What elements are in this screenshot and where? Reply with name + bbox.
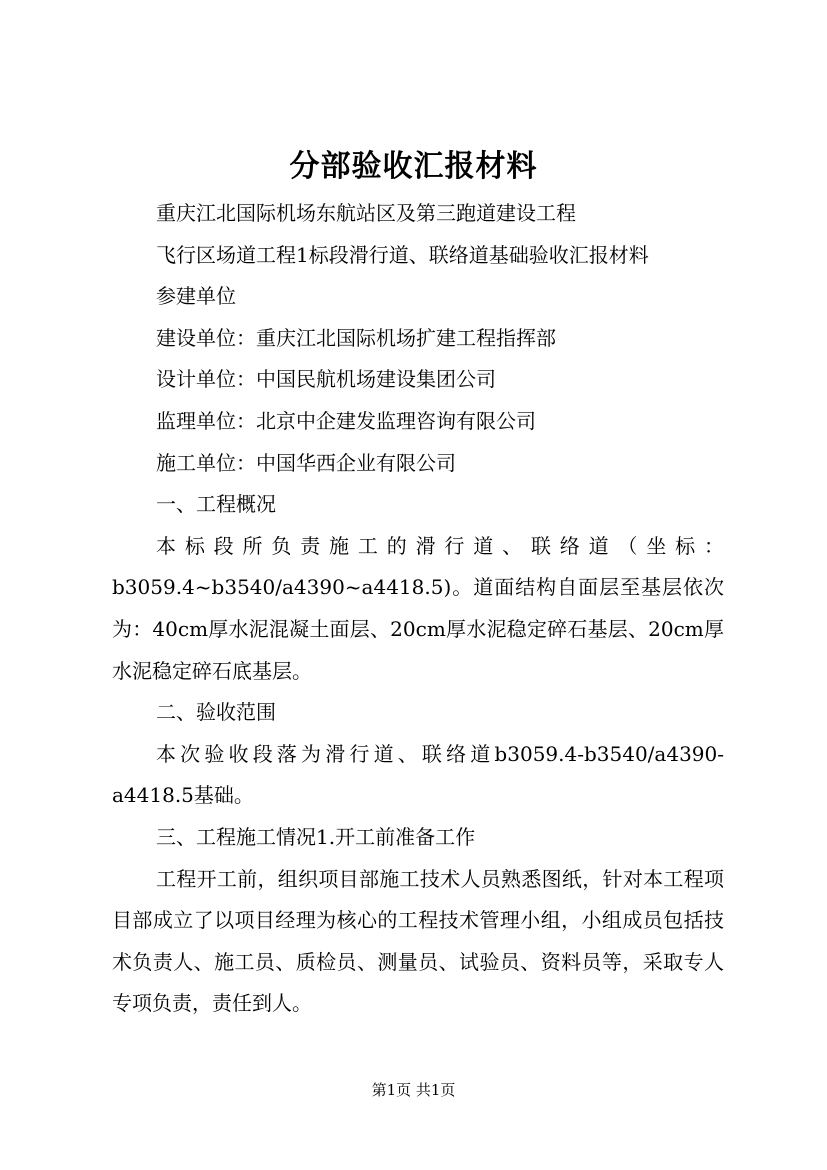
section-heading-construction: 三、工程施工情况1.开工前准备工作 <box>156 824 476 849</box>
project-name-line: 重庆江北国际机场东航站区及第三跑道建设工程 <box>156 201 576 225</box>
participants-heading: 参建单位 <box>156 284 236 309</box>
design-unit-line: 设计单位：中国民航机场建设集团公司 <box>156 367 496 392</box>
construction-unit-line: 施工单位：中国华西企业有限公司 <box>156 450 456 475</box>
section-heading-scope: 二、验收范围 <box>156 700 276 725</box>
supervision-unit-line: 监理单位：北京中企建发监理咨询有限公司 <box>156 408 536 433</box>
section-heading-overview: 一、工程概况 <box>156 492 276 517</box>
document-body <box>112 193 724 1025</box>
report-subject-line: 飞行区场道工程1标段滑行道、联络道基础验收汇报材料 <box>156 242 649 267</box>
scope-paragraph: 本次验收段落为滑行道、联络道b3059.4-b3540/a4390-a4418.5基础。 <box>112 741 724 808</box>
document-title: 分部验收汇报材料 <box>289 149 538 184</box>
preparation-paragraph: 工程开工前，组织项目部施工技术人员熟悉图纸，针对本工程项目部成立了以项目经理为核心的工程技术管理小组，小组成员包括技术负责人、施工员、质检员、测量员、试验员、资料员等，采取专人专项负责，责任到人。 <box>112 866 724 1016</box>
owner-unit-line: 建设单位：重庆江北国际机场扩建工程指挥部 <box>156 325 556 350</box>
overview-paragraph: 本标段所负责施工的滑行道、联络道（坐标：b3059.4~b3540/a4390~a4418.5)。道面结构自面层至基层依次为：40cm厚水泥混凝土面层、20cm厚水泥稳定碎石基层、20cm厚水泥稳定碎石底基层。 <box>112 533 724 683</box>
page-footer: 第1页 共1页 <box>371 1081 456 1099</box>
